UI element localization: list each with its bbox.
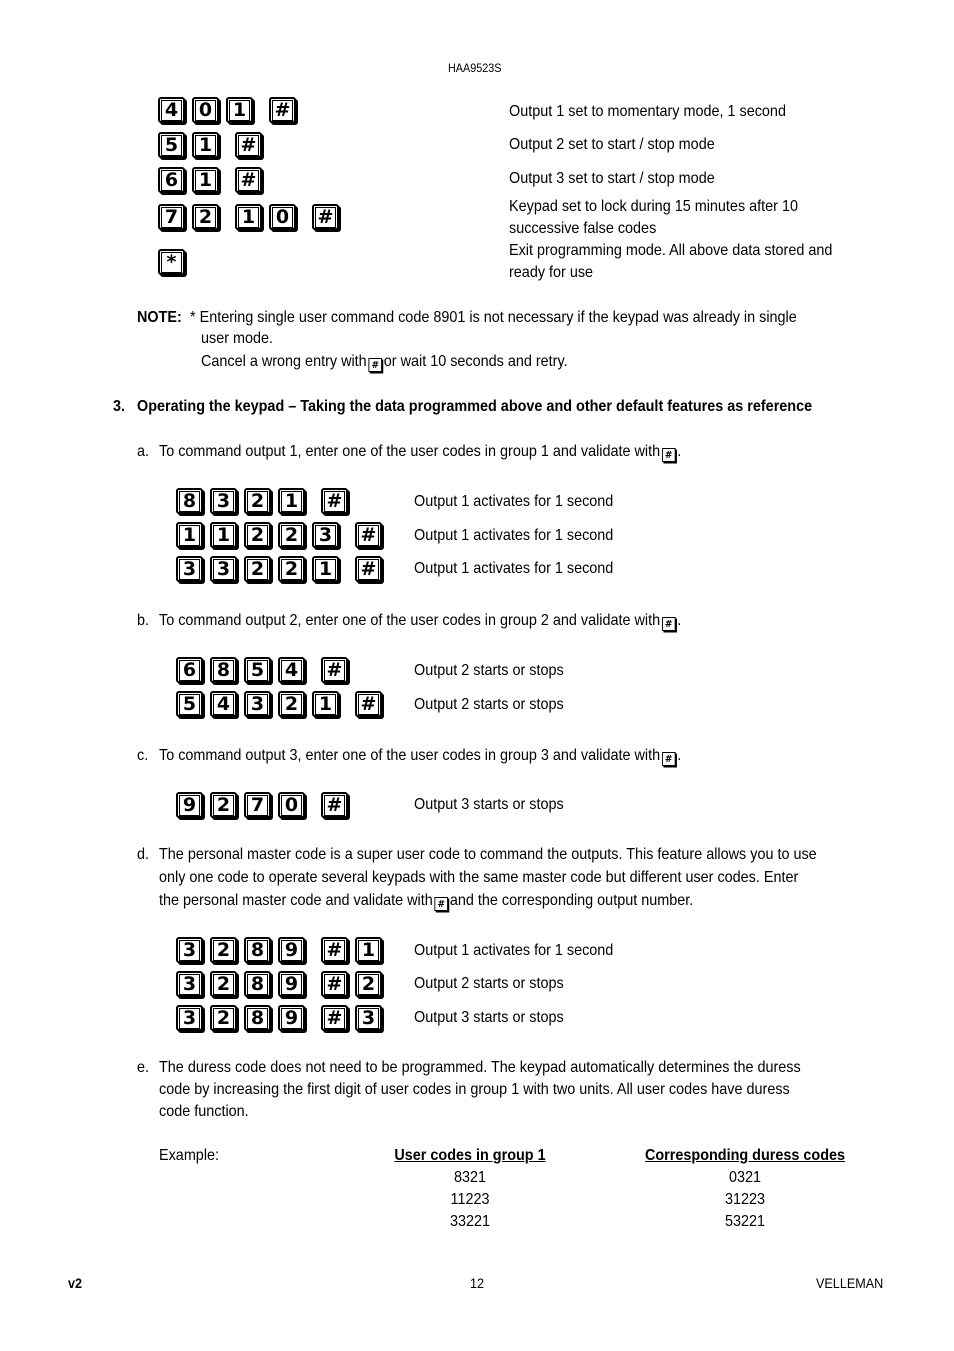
code-cell: 33221 — [449, 1213, 491, 1230]
output-description: Output 2 starts or stops — [414, 975, 564, 992]
digit-key — [278, 792, 305, 818]
digit-key — [176, 792, 203, 818]
footer-brand: VELLEMAN — [816, 1275, 884, 1291]
key-sequence — [158, 204, 346, 230]
key-label: # — [324, 940, 345, 961]
key-label: 9 — [281, 974, 302, 995]
hash-key-icon: # — [662, 752, 676, 766]
code-cell: 0321 — [728, 1169, 762, 1186]
item-text — [159, 745, 681, 767]
key-label: 8 — [213, 660, 234, 681]
key-label: 0 — [195, 100, 216, 121]
digit-key — [278, 937, 305, 963]
item-text — [159, 610, 681, 632]
example-label: Example: — [159, 1147, 220, 1164]
item-text: The personal master code is a super user code to command the outputs. This feature allows you to use — [159, 846, 817, 863]
digit-key — [244, 792, 271, 818]
digit-key — [244, 691, 271, 717]
digit-key — [278, 971, 305, 997]
digit-key — [269, 204, 296, 230]
output-description: Output 3 starts or stops — [414, 1009, 564, 1026]
key-label: 9 — [281, 940, 302, 961]
key-label: 7 — [161, 207, 182, 228]
sequence-description: successive false codes — [509, 220, 657, 237]
hash-key — [355, 556, 382, 582]
digit-key — [244, 556, 271, 582]
sequence-description: Output 2 set to start / stop mode — [509, 136, 715, 153]
sequence-description: Exit programming mode. All above data stored and — [509, 242, 833, 259]
key-label: 9 — [179, 795, 200, 816]
key-label: 0 — [281, 795, 302, 816]
key-label: # — [238, 135, 259, 156]
key-label: 0 — [272, 207, 293, 228]
key-label: 3 — [179, 940, 200, 961]
digit-key — [210, 556, 237, 582]
digit-key — [244, 937, 271, 963]
hash-key — [355, 691, 382, 717]
sequence-description: Output 3 set to start / stop mode — [509, 170, 715, 187]
key-sequence — [158, 167, 269, 193]
output-description: Output 1 activates for 1 second — [414, 560, 614, 577]
digit-key — [158, 204, 185, 230]
item-text-part: the personal master code and validate with — [159, 892, 433, 909]
key-label: * — [161, 252, 182, 273]
key-label: 2 — [358, 974, 379, 995]
output-description: Output 3 starts or stops — [414, 796, 564, 813]
digit-key — [176, 971, 203, 997]
key-label: 8 — [247, 974, 268, 995]
hash-key — [321, 488, 348, 514]
digit-key — [176, 488, 203, 514]
key-label: 1 — [281, 491, 302, 512]
key-label: # — [324, 974, 345, 995]
item-text-part: To command output 2, enter one of the user codes in group 2 and validate with — [159, 612, 661, 629]
digit-key — [176, 937, 203, 963]
key-label: 8 — [247, 940, 268, 961]
list-letter: d. — [137, 846, 150, 863]
digit-key — [355, 1005, 382, 1031]
key-label: 2 — [247, 525, 268, 546]
key-sequence — [176, 522, 389, 548]
key-label: # — [324, 1008, 345, 1029]
key-label: 1 — [315, 694, 336, 715]
digit-key — [210, 657, 237, 683]
list-letter: b. — [137, 612, 150, 629]
key-label: 6 — [161, 170, 182, 191]
key-label: 3 — [179, 559, 200, 580]
key-label: 2 — [247, 559, 268, 580]
key-label: # — [324, 795, 345, 816]
note-text: * Entering single user command code 8901 is not necessary if the keypad was already in single — [190, 309, 797, 326]
digit-key — [210, 1005, 237, 1031]
hash-key — [312, 204, 339, 230]
key-sequence — [176, 556, 389, 582]
hash-key — [235, 132, 262, 158]
sequence-description: ready for use — [509, 264, 594, 281]
key-label: 8 — [179, 491, 200, 512]
column-header: Corresponding duress codes — [644, 1147, 846, 1164]
item-text-part: . — [677, 747, 682, 764]
hash-key-icon: # — [368, 358, 382, 372]
column-header: User codes in group 1 — [394, 1147, 546, 1164]
digit-key — [176, 657, 203, 683]
list-letter: c. — [137, 747, 149, 764]
key-label: 1 — [195, 135, 216, 156]
digit-key — [312, 556, 339, 582]
key-sequence — [176, 971, 389, 997]
key-label: 2 — [213, 940, 234, 961]
digit-key — [210, 691, 237, 717]
key-sequence — [176, 691, 389, 717]
digit-key — [192, 97, 219, 123]
digit-key — [355, 937, 382, 963]
key-label: 3 — [315, 525, 336, 546]
key-sequence — [158, 249, 192, 275]
key-label: 3 — [358, 1008, 379, 1029]
key-label: # — [358, 559, 379, 580]
item-text-part: . — [677, 612, 682, 629]
footer-version: v2 — [68, 1275, 83, 1291]
digit-key — [244, 522, 271, 548]
hash-key-icon: # — [435, 897, 449, 911]
digit-key — [278, 1005, 305, 1031]
code-cell: 8321 — [453, 1169, 487, 1186]
key-label: # — [324, 660, 345, 681]
key-label: 2 — [195, 207, 216, 228]
digit-key — [176, 556, 203, 582]
digit-key — [192, 167, 219, 193]
note-text: or wait 10 seconds and retry. — [383, 353, 568, 370]
digit-key — [210, 792, 237, 818]
key-label: 3 — [213, 491, 234, 512]
sequence-description: Output 1 set to momentary mode, 1 second — [509, 103, 786, 120]
output-description: Output 2 starts or stops — [414, 696, 564, 713]
output-description: Output 1 activates for 1 second — [414, 942, 614, 959]
item-text: The duress code does not need to be programmed. The keypad automatically determines the duress — [159, 1059, 801, 1076]
key-label: # — [358, 525, 379, 546]
digit-key — [210, 522, 237, 548]
digit-key — [192, 132, 219, 158]
key-label: 3 — [213, 559, 234, 580]
key-label: 1 — [229, 100, 250, 121]
digit-key — [158, 97, 185, 123]
digit-key — [210, 488, 237, 514]
key-label: 4 — [281, 660, 302, 681]
digit-key — [210, 937, 237, 963]
key-sequence — [176, 792, 355, 818]
key-label: 1 — [195, 170, 216, 191]
item-text-part: and the corresponding output number. — [449, 892, 694, 909]
user-codes-column — [370, 1145, 570, 1233]
digit-key — [312, 691, 339, 717]
item-text — [159, 441, 681, 463]
key-sequence — [176, 1005, 389, 1031]
list-letter: e. — [137, 1059, 150, 1076]
key-label: 7 — [247, 795, 268, 816]
star-key — [158, 249, 185, 275]
key-sequence — [158, 97, 303, 123]
digit-key — [278, 657, 305, 683]
hash-key-icon: # — [662, 617, 676, 631]
key-label: 8 — [247, 1008, 268, 1029]
item-text-part: To command output 1, enter one of the user codes in group 1 and validate with — [159, 443, 661, 460]
output-description: Output 1 activates for 1 second — [414, 527, 614, 544]
note-text: user mode. — [201, 330, 274, 347]
hash-key — [321, 657, 348, 683]
key-label: 1 — [358, 940, 379, 961]
key-label: 4 — [213, 694, 234, 715]
hash-key — [235, 167, 262, 193]
key-label: 5 — [161, 135, 182, 156]
key-label: # — [324, 491, 345, 512]
document-model-header: HAA9523S — [448, 61, 502, 75]
key-label: 2 — [213, 1008, 234, 1029]
digit-key — [278, 488, 305, 514]
code-cell: 11223 — [450, 1191, 490, 1208]
key-label: 5 — [179, 694, 200, 715]
key-label: 2 — [247, 491, 268, 512]
item-text: code function. — [159, 1103, 249, 1120]
digit-key — [355, 971, 382, 997]
hash-key — [321, 1005, 348, 1031]
key-label: 6 — [179, 660, 200, 681]
digit-key — [278, 556, 305, 582]
item-text: only one code to operate several keypads with the same master code but different user codes. Enter — [159, 869, 799, 886]
digit-key — [278, 522, 305, 548]
key-label: 4 — [161, 100, 182, 121]
key-label: 3 — [179, 974, 200, 995]
key-label: 2 — [281, 559, 302, 580]
key-label: 2 — [281, 525, 302, 546]
hash-key — [321, 937, 348, 963]
item-text-part: . — [677, 443, 682, 460]
sequence-description: Keypad set to lock during 15 minutes after 10 — [509, 198, 798, 215]
hash-key — [321, 971, 348, 997]
code-cell: 53221 — [724, 1213, 766, 1230]
digit-key — [176, 1005, 203, 1031]
output-description: Output 2 starts or stops — [414, 662, 564, 679]
output-description: Output 1 activates for 1 second — [414, 493, 614, 510]
key-label: 2 — [213, 974, 234, 995]
key-label: 3 — [179, 1008, 200, 1029]
key-label: 1 — [179, 525, 200, 546]
item-text-part: To command output 3, enter one of the user codes in group 3 and validate with — [159, 747, 661, 764]
note-label: NOTE: — [137, 309, 182, 326]
key-label: # — [358, 694, 379, 715]
key-label: # — [238, 170, 259, 191]
digit-key — [176, 522, 203, 548]
key-label: # — [315, 207, 336, 228]
digit-key — [244, 657, 271, 683]
key-label: # — [272, 100, 293, 121]
hash-key — [269, 97, 296, 123]
key-label: 2 — [213, 795, 234, 816]
hash-key — [355, 522, 382, 548]
key-sequence — [176, 937, 389, 963]
digit-key — [244, 488, 271, 514]
note-cancel-line — [201, 351, 568, 373]
key-sequence — [158, 132, 269, 158]
digit-key — [312, 522, 339, 548]
hash-key — [321, 792, 348, 818]
list-letter: a. — [137, 443, 150, 460]
key-label: 1 — [315, 559, 336, 580]
digit-key — [278, 691, 305, 717]
section-title: Operating the keypad – Taking the data programmed above and other default features as reference — [137, 398, 813, 415]
item-text: code by increasing the first digit of user codes in group 1 with two units. All user codes have duress — [159, 1081, 790, 1098]
digit-key — [226, 97, 253, 123]
key-label: 1 — [238, 207, 259, 228]
key-sequence — [176, 657, 355, 683]
key-sequence — [176, 488, 355, 514]
footer-page-number: 12 — [470, 1275, 485, 1291]
digit-key — [176, 691, 203, 717]
key-label: 2 — [281, 694, 302, 715]
digit-key — [158, 167, 185, 193]
key-label: 1 — [213, 525, 234, 546]
section-number: 3. — [113, 398, 126, 415]
digit-key — [192, 204, 219, 230]
key-label: 5 — [247, 660, 268, 681]
code-cell: 31223 — [724, 1191, 766, 1208]
key-label: 9 — [281, 1008, 302, 1029]
digit-key — [235, 204, 262, 230]
key-label: 3 — [247, 694, 268, 715]
digit-key — [158, 132, 185, 158]
note-text: Cancel a wrong entry with — [201, 353, 367, 370]
digit-key — [244, 971, 271, 997]
hash-key-icon: # — [662, 448, 676, 462]
item-text — [159, 890, 693, 912]
duress-codes-column — [620, 1145, 870, 1233]
digit-key — [244, 1005, 271, 1031]
digit-key — [210, 971, 237, 997]
